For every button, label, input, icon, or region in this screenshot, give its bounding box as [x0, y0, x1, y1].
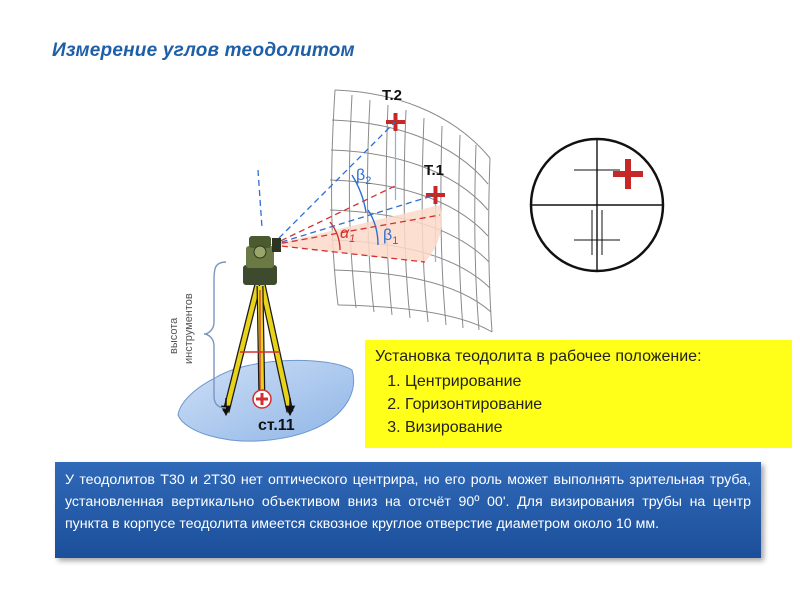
note-box [55, 462, 761, 558]
setup-step: 1. Центрирование [405, 370, 782, 393]
beta1-label: $\beta_1$ [383, 227, 399, 247]
note-text: У теодолитов Т30 и 2Т30 нет оптического центрира, но его роль может выполнять зрительная труба, установленная вертикально объективом вниз на отсчёт 90º 00'. Для визирования трубы на центр пункта в корпусе теодолита имеется сквозное круглое отверстие диаметром около 10 мм. [65, 472, 751, 532]
angle-wedge [272, 205, 442, 262]
height-label: высота инструментов [168, 293, 195, 364]
point-label-t1: Т.1 [424, 162, 444, 179]
station-marker-icon [253, 390, 271, 408]
setup-step: 2. Горизонтирование [405, 393, 782, 416]
station-label: ст.11 [258, 417, 295, 434]
theodolite-instrument [243, 236, 281, 285]
point-label-t2: Т.2 [382, 87, 402, 104]
page-title: Измерение углов теодолитом [52, 40, 355, 61]
reticle-view [531, 139, 663, 271]
setup-step: 3. Визирование [405, 416, 782, 439]
sight-grid [330, 90, 492, 332]
setup-header: Установка теодолита в рабочее положение: [375, 348, 702, 365]
setup-steps-list [375, 370, 782, 439]
setup-steps-box [365, 340, 792, 448]
alpha1-label: $\alpha_1$ [340, 225, 356, 245]
beta2-label: $\beta_2$ [356, 167, 372, 187]
